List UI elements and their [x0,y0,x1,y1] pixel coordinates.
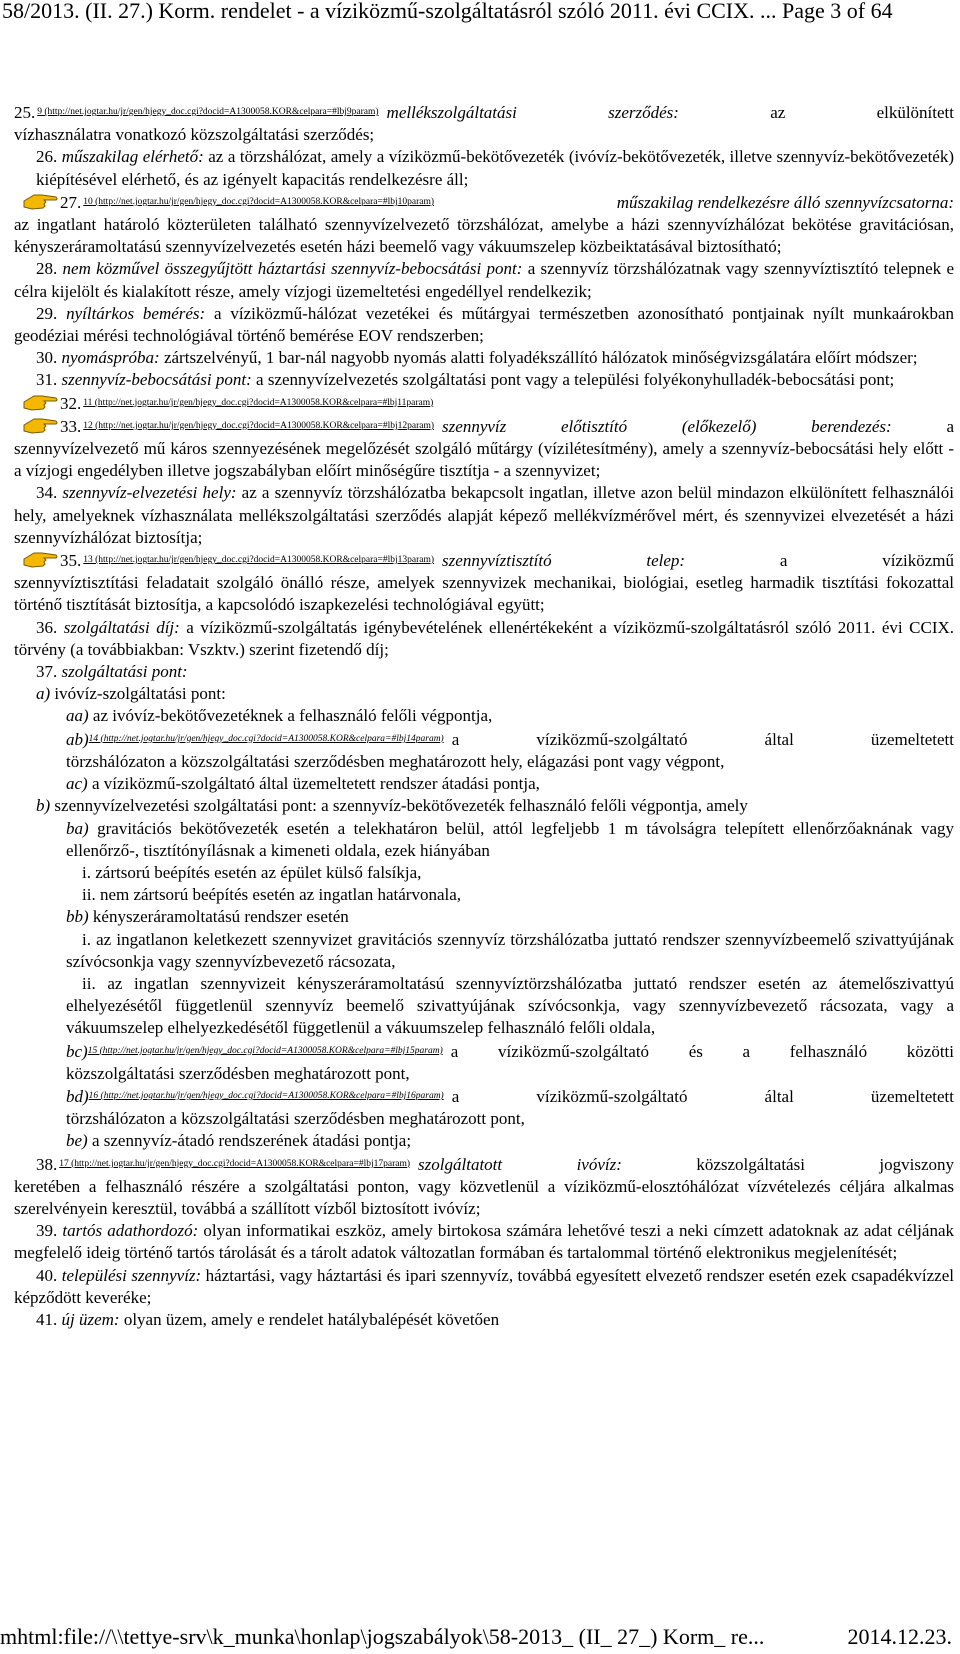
item-35-cont: szennyvíztisztítási feladatait szolgáló önálló része, amelyek szennyvizek mechanikai, biológiai, esetleg harmadik tisztítási fokozattal történő tisztítását biztosítja, a kapcsolódó iszapkezelési technológiával együtt; [14,573,954,615]
pointing-hand-icon [22,191,58,211]
item-38-cont: keretében a felhasználó részére a szolgáltatási ponton, vagy közvetlenül a víziközmű-elosztóhálózat vízvételezés céljára alkalmas szerelvényein keresztül, továbbá a szállított vízből biztosított ivóvíz; [14,1176,954,1218]
footnote-link-17[interactable]: 17 (http://net.jogtar.hu/jr/gen/hjegy_doc.cgi?docid=A1300058.KOR&celpara=#lbj17param) [59,1158,411,1169]
footnote-link-15[interactable]: 15 (http://net.jogtar.hu/jr/gen/hjegy_doc.cgi?docid=A1300058.KOR&celpara=#lbj15param) [87,1045,443,1056]
item-29: 29. nyíltárkos bemérés: a víziközmű-hálózat vezetékei és műtárgyai természetben azonosítható pontjainak nyílt munkaárokban geodéziai mérési technológiával történő bemérése EOV rendszerben; [14,303,954,346]
item-37-ba-ii: ii. nem zártsorú beépítés esetén az ingatlan határvonala, [82,885,462,905]
item-32: 32. $^{11 (http://net.jogtar.hu/jr/gen/hjegy\_doc.cgi?docid=A1300058.KOR\&celpara=\#lbj11param)}$ [22,392,954,415]
item-25-cont: vízhasználatra vonatkozó közszolgáltatási szerződés; [14,125,375,145]
footer-date: 2014.12.23. [847,1624,952,1649]
item-30: 30. nyomáspróba: zártszelvényű, 1 bar-nál nagyobb nyomás alatti folyadékszállító hálózatok minőségvizsgálatára előírt módszer; [36,348,918,368]
item-37-ba: ba) gravitációs bekötővezeték esetén a telekhatáron belül, attól legfeljebb 1 m távolságra telepített ellenőrzőaknának vagy ellenőrző-, tisztítónyílásnak a kimeneti oldala, ezek hiányában [66,818,954,860]
footnote-link-12[interactable]: 12 (http://net.jogtar.hu/jr/gen/hjegy_doc.cgi?docid=A1300058.KOR&celpara=#lbj12param) [83,420,435,431]
footnote-link-10[interactable]: 10 (http://net.jogtar.hu/jr/gen/hjegy_doc.cgi?docid=A1300058.KOR&celpara=#lbj10param) [83,196,435,207]
item-40: 40. települési szennyvíz: háztartási, vagy háztartási és ipari szennyvíz, továbbá egyesített elvezető rendszer esetén ezek csapadékvízzel képződött keveréke; [14,1265,954,1307]
item-37-bd-cont: törzshálózaton a közszolgáltatási szerződésben meghatározott pont, [66,1109,525,1129]
item-38: 38. $^{17 (http://net.jogtar.hu/jr/gen/hjegy\_doc.cgi?docid=A1300058.KOR\&celpara=\#lbj17param)}$ szolgáltatott ivóvíz: közszolgáltatási jogviszony [36,1154,954,1174]
item-33-cont: szennyvízelvezető mű káros szennyezésének megelőzését szolgáló műtárgy (vízilétesítmény), amely a szennyvíz-bebocsátási hely előtt - a vízjogi engedélyben illetve jogszabályban előírt minőségűre tisztítja - a szennyvizet; [14,439,954,481]
item-37-ac: ac) a víziközmű-szolgáltató által üzemeltetett rendszer átadási pontja, [66,774,540,794]
item-37-bb-ii: ii. az ingatlan szennyvizeit kényszeráramoltatású szennyvíztörzshálózatba juttató rendszer esetén az átemelőszivattyú elhelyezésétől függetlenül szennyvíz beemelő szivattyújának szívócsonkja, vagy szennyvízbevezető rácsozata, vagy a vákuumszelep elhelyezkedésétől függetlenül a vákuumszelep felhasználó felőli oldala, [66,973,954,1038]
footnote-link-13[interactable]: 13 (http://net.jogtar.hu/jr/gen/hjegy_doc.cgi?docid=A1300058.KOR&celpara=#lbj13param) [83,555,435,566]
item-36: 36. szolgáltatási díj: a víziközmű-szolgáltatás igénybevételének ellenértékeként a víziközmű-szolgáltatásról szóló 2011. évi CCIX. törvény (a továbbiakban: Vszktv.) szerint fizetendő díj; [14,617,955,659]
item-31: 31. szennyvíz-bebocsátási pont: a szennyvízelvezetés szolgáltatási pont vagy a települési folyékonyhulladék-bebocsátási pont; [36,370,895,390]
item-37-aa: aa) az ivóvíz-bekötővezetéknek a felhasználó felőli végpontja, [66,706,493,726]
item-25: 25. $^{9 (http://net.jogtar.hu/jr/gen/hjegy\_doc.cgi?docid=A1300058.KOR\&celpara=\#lbj9param)}$ mellékszolgáltatási szerződés: az elkülönített [14,103,954,122]
item-37: 37. szolgáltatási pont: [36,662,188,682]
pointing-hand-icon [22,549,58,569]
page-header: 58/2013. (II. 27.) Korm. rendelet - a víziközmű-szolgáltatásról szóló 2011. évi CCIX. ... Page 3 of 64 [2,0,893,23]
item-34: 34. szennyvíz-elvezetési hely: az a szennyvíz törzshálózatba bekapcsolt ingatlan, illetve azon belül mindazon elkülönített felhasználói hely, amelyeknek vízhasználata mellékszolgáltatási szerződés alapját képező mellékvízmérővel mért, és szennyvizei elvezetését a házi szennyvízhálózat biztosítja; [14,483,954,547]
item-37-b: b) szennyvízelvezetési szolgáltatási pont: a szennyvíz-bekötővezeték felhasználó felőli végpontja, amely [36,796,748,816]
item-37-ab: ab)$^{14 (http://net.jogtar.hu/jr/gen/hjegy\_doc.cgi?docid=A1300058.KOR\&celpara=\#lbj14param)}$ a víziközmű-szolgáltató által üzemeltetett [66,729,954,749]
item-37-ab-cont: törzshálózaton a közszolgáltatási szerződésben meghatározott hely, elágazási pont vagy végpont, [66,751,725,771]
item-37-bc-cont: közszolgáltatási szerződésben meghatározott pont, [66,1063,410,1083]
term: mellékszolgáltatási szerződés: [386,103,679,122]
item-28: 28. nem közművel összegyűjtött háztartási szennyvíz-bebocsátási pont: a szennyvíz törzshálózatnak vagy szennyvíztisztító telepnek e célra kijelölt és kialakított része, amely vízjogi üzemeltetési engedéllyel rendelkezik; [14,259,955,301]
document-body [14,101,954,1331]
footnote-link-14[interactable]: 14 (http://net.jogtar.hu/jr/gen/hjegy_doc.cgi?docid=A1300058.KOR&celpara=#lbj14param) [88,733,444,744]
pointing-hand-icon [22,415,58,435]
item-37-bb: bb) kényszeráramoltatású rendszer esetén [66,907,349,927]
page-footer [0,1624,952,1650]
item-37-bd: bd)$^{16 (http://net.jogtar.hu/jr/gen/hjegy\_doc.cgi?docid=A1300058.KOR\&celpara=\#lbj16param)}$ a víziközmű-szolgáltató által üzemeltetett [66,1086,954,1106]
item-37-bc: bc)$^{15 (http://net.jogtar.hu/jr/gen/hjegy\_doc.cgi?docid=A1300058.KOR\&celpara=\#lbj15param)}$ a víziközmű-szolgáltató és a felhasználó közötti [66,1041,954,1061]
item-26: 26. műszakilag elérhető: az a törzshálózat, amely a víziközmű-bekötővezeték (ivóvíz-bekötővezeték, illetve szennyvíz-bekötővezeték) kiépítésével elérhető, és az igényelt kapacitás rendelkezésre áll; [36,147,954,189]
footnote-link-11[interactable]: 11 (http://net.jogtar.hu/jr/gen/hjegy_doc.cgi?docid=A1300058.KOR&celpara=#lbj11param) [83,397,434,408]
item-27-cont: az ingatlant határoló közterületen található szennyvízelvezető törzshálózat, amelybe a házi szennyvízhálózat bekötése gravitációsan, kényszeráramoltatású szennyvízelvezetés esetén házi beemelő vagy vákuumszelep közbeiktatásával biztosítható; [14,215,954,257]
item-37-a: a) ivóvíz-szolgáltatási pont: [36,684,226,704]
footnote-link-16[interactable]: 16 (http://net.jogtar.hu/jr/gen/hjegy_doc.cgi?docid=A1300058.KOR&celpara=#lbj16param) [88,1090,444,1101]
item-33: 33. $^{12 (http://net.jogtar.hu/jr/gen/hjegy\_doc.cgi?docid=A1300058.KOR\&celpara=\#lbj12param)}$ szennyvíz előtisztító (előkezelő) berendezés: a [22,415,954,438]
item-27: 27. $^{10 (http://net.jogtar.hu/jr/gen/hjegy\_doc.cgi?docid=A1300058.KOR\&celpara=\#lbj10param)}$ műszakilag rendelkezésre álló szennyvízcsatorna: [22,191,954,214]
item-35: 35. $^{13 (http://net.jogtar.hu/jr/gen/hjegy\_doc.cgi?docid=A1300058.KOR\&celpara=\#lbj13param)}$ szennyvíztisztító telep: a víziközmű [22,549,954,572]
item-39: 39. tartós adathordozó: olyan informatikai eszköz, amely birtokosa számára lehetővé teszi a neki címzett adatoknak az adat céljának megfelelő ideig történő tartós tárolását és a tárolt adatok változatlan formában és tartalommal történő elektronikus megjelenítését; [14,1221,954,1263]
item-37-ba-i: i. zártsorú beépítés esetén az épület külső falsíkja, [82,862,422,882]
item-41: 41. új üzem: olyan üzem, amely e rendelet hatálybalépését követően [36,1309,500,1329]
footer-path: mhtml:file://\\tettye-srv\k_munka\honlap\jogszabályok\58-2013_ (II_ 27_) Korm_ re... [0,1624,765,1649]
item-37-bb-i: i. az ingatlanon keletkezett szennyvizet gravitációs szennyvíz törzshálózatba juttató rendszer szennyvízbeemelő szivattyújának szívócsonkja vagy szennyvízbevezető rácsozata, [66,929,954,971]
item-37-be: be) a szennyvíz-átadó rendszerének átadási pontja; [66,1131,412,1151]
footnote-link-9[interactable]: 9 (http://net.jogtar.hu/jr/gen/hjegy_doc.cgi?docid=A1300058.KOR&celpara=#lbj9param) [37,107,379,117]
pointing-hand-icon [22,392,58,412]
